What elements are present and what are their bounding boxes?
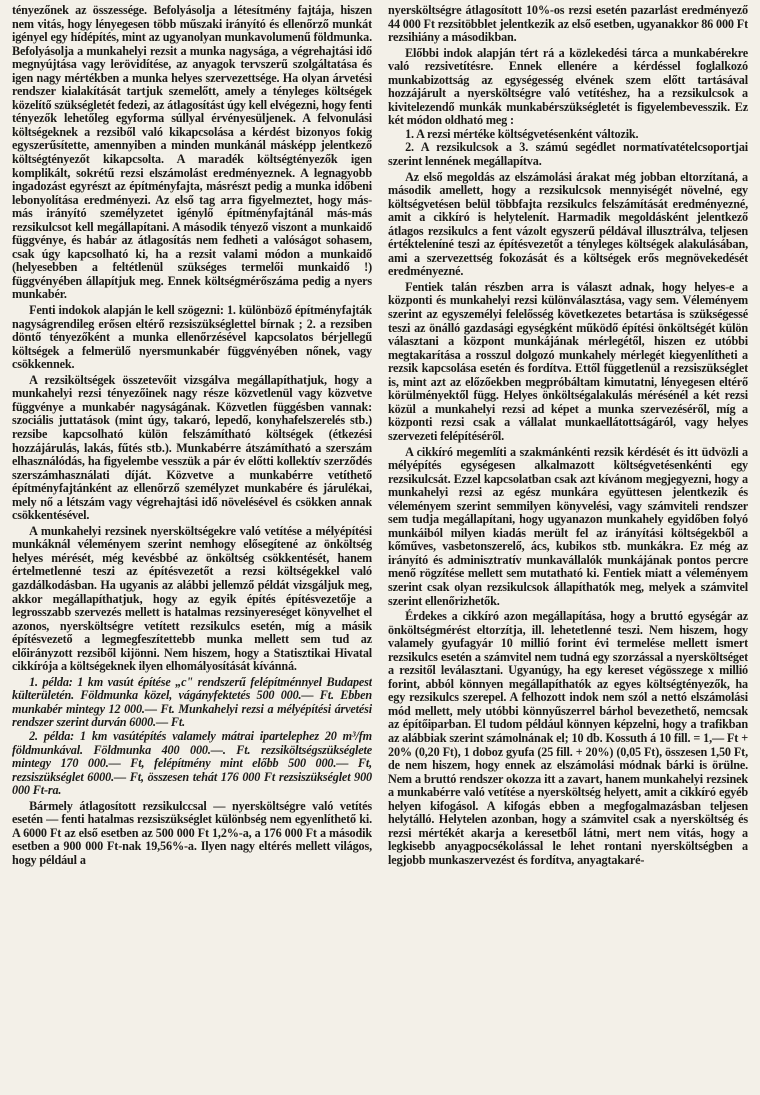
left-paragraph-1: tényezőnek az összessége. Befolyásolja a létesítmény fajtája, hiszen nem vitás, hogy lényegesen több műszaki irányító és ellenőrző munkát igényel egy hídépítés, mint az ugyanolyan munkavolumenű földmunka. Befolyásolja a munkahelyi rezsit a munka nagysága, a végrehajtási idő megnyújtása vagy lerövidítése, az anyagok tervszerű szolgáltatása és igen nagy mértékben a munka helyes szervezettsége. Ha olyan árvetési rendszer kialakítását tartjuk szemelőtt, amely a tényleges költségek közelítő szükségletét fedezi, az átlagosítást úgy kell elvégezni, hogy fenti tényezők lehetőleg egyforma súllyal érvényesüljenek. A felvonulási költségeknek a rezsiből való kikapcsolása a kérdést bizonyos fokig egyszerűsítette, amennyiben a minden munkánál másképp jelentkező költségtényezőt kikapcsolta. A maradék költségtényezők igen komplikált, sokrétű rezsi elszámolást eredményeznek. A legnagyobb ingadozást egyrészt az építményfajta, másrészt pedig a munka időbeni lebonyolítása eredményezi. Az első tag arra figyelmeztet, hogy más-más irányító személyzetet igénylő építményfajtánál más-más rezsikulcsot kell megállapítani. A második tényező viszont a munkaidő függvénye, és habár az átlagosítás nem fedheti a valóságot sohasem, csak úgy kapcsolható ki, ha a rezsit valami módon a munkaidő (helyesebben a feltétlenül szükséges termelői munkaidő !) függvényében állapítjuk meg. Ennek költségmérőszáma pedig a nyers munkabér. [12,4,372,302]
list-item-1: 1. A rezsi mértéke költségvetésenként változik. [405,126,639,141]
right-paragraph-2: Előbbi indok alapján tért rá a közlekedési tárca a munkabérekre való rezsivetítésre. Ennek ellenére a kérdéssel foglalkozó munkabizottság az egységesség elvének szem előtt tartásával hozzájárult a nyersköltségre való vetítéshez, ha a rezsikulcsok a kivitelezendő munkák munkabérszükségletét is figyelembevesszik. Ez két módon oldható meg : [388,45,748,128]
right-column [388,4,748,1095]
left-paragraph-3: A rezsiköltségek összetevőit vizsgálva megállapíthatjuk, hogy a munkahelyi rezsi tényezőinek nagy része közvetlenül vagy közvetve függvénye a munkabér nagyságának. Közvetlen függésben vannak: szociális juttatások (mint úgy, takaró, lepedő, konyhafelszerelés stb.) rezsibe kapcsolható külön felszámítható költségek (étkezési hozzájárulás, lakás, fűtés stb.). Munkabérre átszámítható a szerszám elhasználódás, ha figyelembe vesszük a pár év előtti kollektív szerződés szerszámhasználati díját. Közvetve a munkabérre vetíthető építményfajtánként az ellenőrző személyzet munkabére és járulékai, mely nő a létszám vagy végrehajtási idő növelésével és csökken annak csökkentésével. [12,372,372,523]
right-paragraph-6: Fentiek talán részben arra is választ adnak, hogy helyes-e a központi és munkahelyi rezsi különválasztása, vagy sem. Véleményem szerint az egyszemélyi felelősség következetes betartása is szükségessé teszi az önálló gazdasági egységként működő építési önköltségét külön választani a központ munkájának mérlegétől, hiszen ez utóbbi megtakarítása a rosszul dolgozó munkahely mérlegét kiegyenlítheti a rezsik kapcsolása esetén és fordítva. Ettől függetlenül a rezsiszükséglet is, mint azt az előzőekben megpróbáltam kimutatni, lényegesen eltérő körülményektől függ. Helyes önköltségalakulás mérésénél a két rezsi közül a munkahelyi rezsi ad képet a munka szervezéséről, míg a központi rezsi csak a vállalat munkaellátottságáról, vagy helyes szervezeti felépítéséről. [388,279,748,443]
left-column [12,4,372,1095]
right-paragraph-8: Érdekes a cikkíró azon megállapítása, hogy a bruttó egységár az önköltségmérést eltorzítja, ill. lehetetlenné teszi. Nem hiszem, hogy valamely gyufagyár 10 millió forint évi termelése mellett ismert rezsikulcs esetén a számvitel nem tudná egy szorzással a nyersköltséget a rezsitől leválasztani. Ugyanúgy, ha egy kereset végösszege x millió forint, abból könnyen megállapíthatók az egyes költségtényezők, ha egy rezsikulcs szerepel. A felhozott indok nem szól a nettó elszámolási mód mellett, mely utóbbi könnyűszerrel bárhol bevezethető, nemcsak az építőiparban. El tudom például könnyen képzelni, hogy a trafikban az alábbiak szerint számolnának el; 10 db. Kossuth á 10 fill. = 1,— Ft + 20% (0,20 Ft), 1 doboz gyufa (25 fill. + 20%) (0,05 Ft), összesen 1,50 Ft, de nem hiszem, hogy ennek az elszámolási módnak bárki is örülne. Nem a bruttó rendszer okozza itt a zavart, hanem munkahelyi rezsinek a munkabérre való vetítése a nyersköltség helyett, amit a cikkíró egyéb helyen kifogásol. A kifogás ebben a megfogalmazásban teljesen helytálló. Helytelen azonban, hogy a számvitel csak a nyersköltség és rezsi mértékét akarja a keresetből látni, mert nem vitás, hogy a legkisebb anyagpocsékolással le lehet rontani nyersköltségben a legjobb munkaszervezést és fordítva, anyagtakaré- [388,609,748,867]
example-1: 1. példa: 1 km vasút építése „c" rendszerű felépítménnyel Budapest külterületén. Földmunka közel, vágányfektetés 500 000.— Ft. Ebben munkabér mintegy 12 000.— Ft. Munkahelyi rezsi a mélyépítési árvetési rendszer szerint durván 6000.— Ft. [12,674,372,730]
right-paragraph-7: A cikkíró megemlíti a szakmánkénti rezsik kérdését és itt üdvözli a mélyépítés egységesen alkalmazott költségvetésenkénti egy rezsikulcsát. Ezzel kapcsolatban csak azt kívánom megjegyezni, hogy a munkahelyi rezsi az egész munkára együttesen jelentkezik és véleményem szerint semmilyen könyvelési, vagy számviteli rendszer sem tudja megállapítani, hogy ugyanazon munkahely egyidőben folyó munkáiból milyen kiadás merült fel az irányítási költségekből a kőműves, vasbetonszerelő, ács, kubikos stb. munkákra. Ez még az irányító és adminisztratív munkavállalók munkájának pontos percre menő rögzítése mellett sem mutatható ki. Fentiek miatt a véleményem szerint csak olyan rezsikulcsok állapíthatók meg, melyek a számvitel szerint ellenőrizhetők. [388,444,748,608]
left-paragraph-4: A munkahelyi rezsinek nyersköltségekre való vetítése a mélyépítési munkáknál véleményem szerint nemhogy elősegítené az önköltség helyes mérését, még kevésbbé az önköltség csökkentését, hanem értelmetlenné teszi az építésvezetőt a rezsi költségekkel való gazdálkodásban. Ha ugyanis az alábbi jellemző példát vizsgáljuk meg, akkor megállapíthatjuk, hogy az egyik építés építésvezetője a legrosszabb szervezés mellett is hatalmas rezsinyereséget könyvelhet el azonos, nyersköltségre vetített rezsikulcs esetén, míg a másik építésvezető a legmegfeszítettebb munka mellett sem tud az előirányzott rezsiből kijönni. Nem hiszem, hogy a Statisztikai Hivatal cikkírója a költségeknek ilyen elhomályosítását kívánná. [12,523,372,674]
list-item-2: 2. A rezsikulcsok a 3. számú segédlet normatívatételcsoportjai szerint lennének megállapítva. [388,140,748,169]
right-paragraph-5: Az első megoldás az elszámolási árakat még jobban eltorzítaná, a második amellett, hogy a rezsikulcsok mennyiségét növelné, egy költségvetésen belül többfajta rezsikulcs felszámítását eredményezné, amit a cikkíró is helytelenít. Harmadik megoldásként jelentkező átlagos rezsikulcs a fent vázolt egyszerű példával illusztrálva, teljesen értékteleníné teszi az építésvezetőt a tényleges költségek alakulásában, ami a szervezettség fokozását és a költségek erős megnövekedését eredményezné. [388,169,748,279]
left-paragraph-7: Bármely átlagosított rezsikulccsal — nyersköltségre való vetítés esetén — fenti hatalmas rezsiszükséglet különbség nem egyenlíthető ki. A 6000 Ft az első esetben az 500 000 Ft 1,2%-a, a 176 000 Ft a második esetben a 900 000 Ft-nak 19,56%-a. Ilyen nagy eltérés mellett világos, hogy például a [12,798,372,867]
example-2: 2. példa: 1 km vasútépítés valamely mátrai iparteleрhez 20 m³/fm földmunkával. Földmunka 400 000.—. Ft. rezsiköltségszükséglete mintegy 170 000.— Ft, felépítmény mint előbb 500 000.— Ft, rezsiszükséglet 6000.— Ft, összesen tehát 176 000 Ft rezsiszükséglet 900 000 Ft-ra. [12,728,372,798]
right-paragraph-1: nyersköltségre átlagosított 10%-os rezsi esetén pazarlást eredményező 44 000 Ft rezsitöbblet jelentkezik az első esetben, ugyanakkor 86 000 Ft rezsihiány a másodikban. [388,4,748,45]
left-paragraph-2: Fenti indokok alapján le kell szögezni: 1. különböző építményfajták nagyságrendileg erősen eltérő rezsiszükséglettel bírnak ; 2. a rezsiben döntő tényezőként a munka ellenőrzésével kapcsolatos bérjellegű költségek a felmerülő nyersmunkabér függvényében nőnek, vagy csökkennek. [12,303,372,372]
